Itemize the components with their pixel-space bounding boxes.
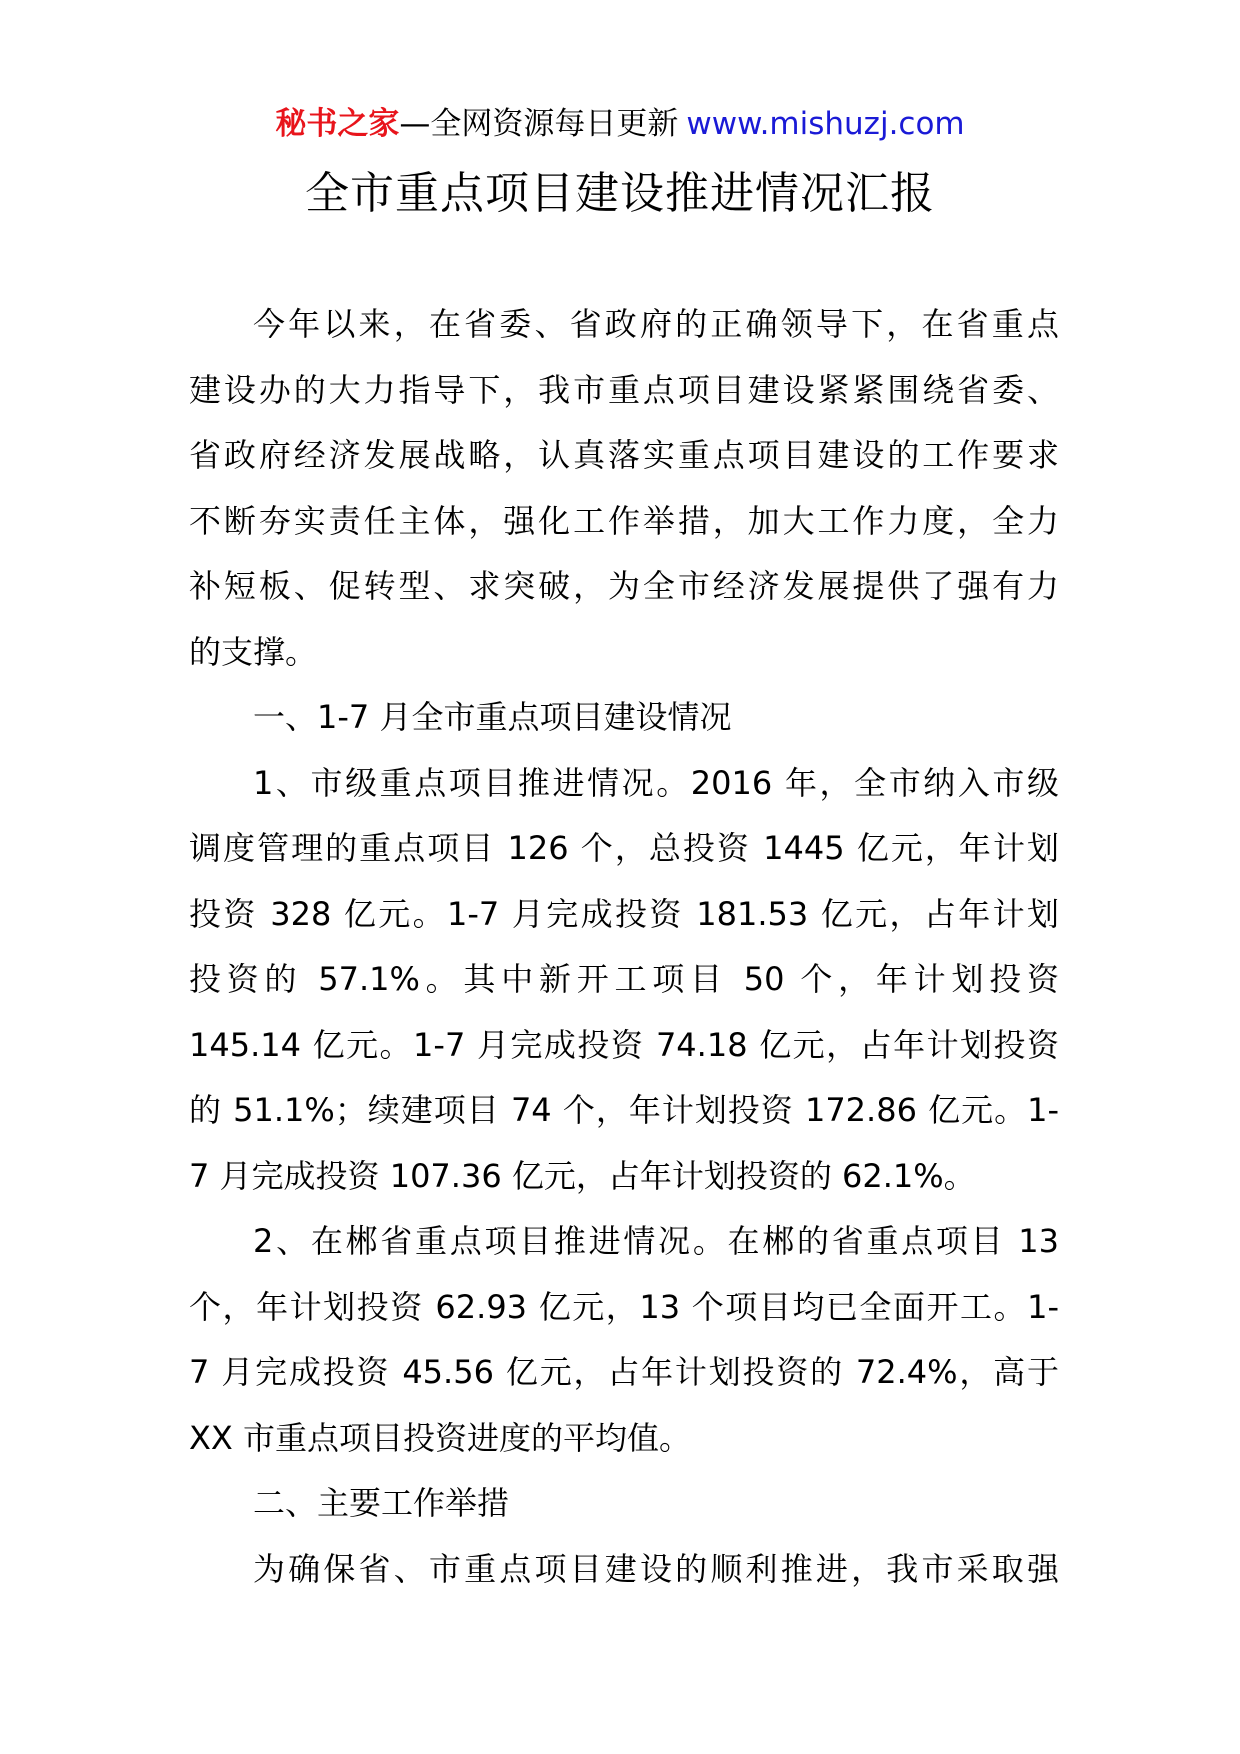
body-line: 不断夯实责任主体，强化工作举措，加大工作力度，全力 xyxy=(189,501,1059,540)
site-url-link[interactable]: www.mishuzj.com xyxy=(686,106,965,142)
body-line: 7 月完成投资 45.56 亿元，占年计划投资的 72.4%，高于 xyxy=(189,1353,1059,1391)
body-line: 补短板、促转型、求突破，为全市经济发展提供了强有力 xyxy=(189,567,1059,605)
body-line: 二、主要工作举措 xyxy=(253,1484,510,1522)
document-body xyxy=(189,292,1059,1602)
body-line: 145.14 亿元。1-7 月完成投资 74.18 亿元，占年计划投资 xyxy=(189,1025,1059,1064)
body-line: 一、1-7 月全市重点项目建设情况 xyxy=(253,698,732,736)
body-line: 建设办的大力指导下，我市重点项目建设紧紧围绕省委、 xyxy=(189,370,1059,409)
document-title: 全市重点项目建设推进情况汇报 xyxy=(305,168,935,219)
body-line: 1、市级重点项目推进情况。2016 年，全市纳入市级 xyxy=(253,763,1059,802)
body-line: 省政府经济发展战略，认真落实重点项目建设的工作要求 xyxy=(189,436,1059,474)
body-line: XX 市重点项目投资进度的平均值。 xyxy=(189,1418,692,1457)
site-header xyxy=(0,100,1240,148)
body-line: 7 月完成投资 107.36 亿元，占年计划投资的 62.1%。 xyxy=(189,1156,976,1195)
body-line: 投资 328 亿元。1-7 月完成投资 181.53 亿元，占年计划 xyxy=(189,894,1059,933)
body-line: 为确保省、市重点项目建设的顺利推进，我市采取强 xyxy=(253,1549,1059,1588)
body-line: 的 51.1%；续建项目 74 个，年计划投资 172.86 亿元。1- xyxy=(189,1091,1059,1129)
body-line: 今年以来，在省委、省政府的正确领导下，在省重点 xyxy=(253,305,1059,343)
brand-name: 秘书之家 xyxy=(275,106,400,142)
body-line: 的支撑。 xyxy=(189,632,318,671)
body-line: 调度管理的重点项目 126 个，总投资 1445 亿元，年计划 xyxy=(189,829,1059,867)
body-line: 2、在郴省重点项目推进情况。在郴的省重点项目 13 xyxy=(253,1222,1059,1260)
body-line: 个，年计划投资 62.93 亿元，13 个项目均已全面开工。1- xyxy=(189,1287,1059,1326)
body-line: 投资的 57.1%。其中新开工项目 50 个，年计划投资 xyxy=(189,960,1059,998)
header-slogan: —全网资源每日更新 xyxy=(399,106,679,142)
